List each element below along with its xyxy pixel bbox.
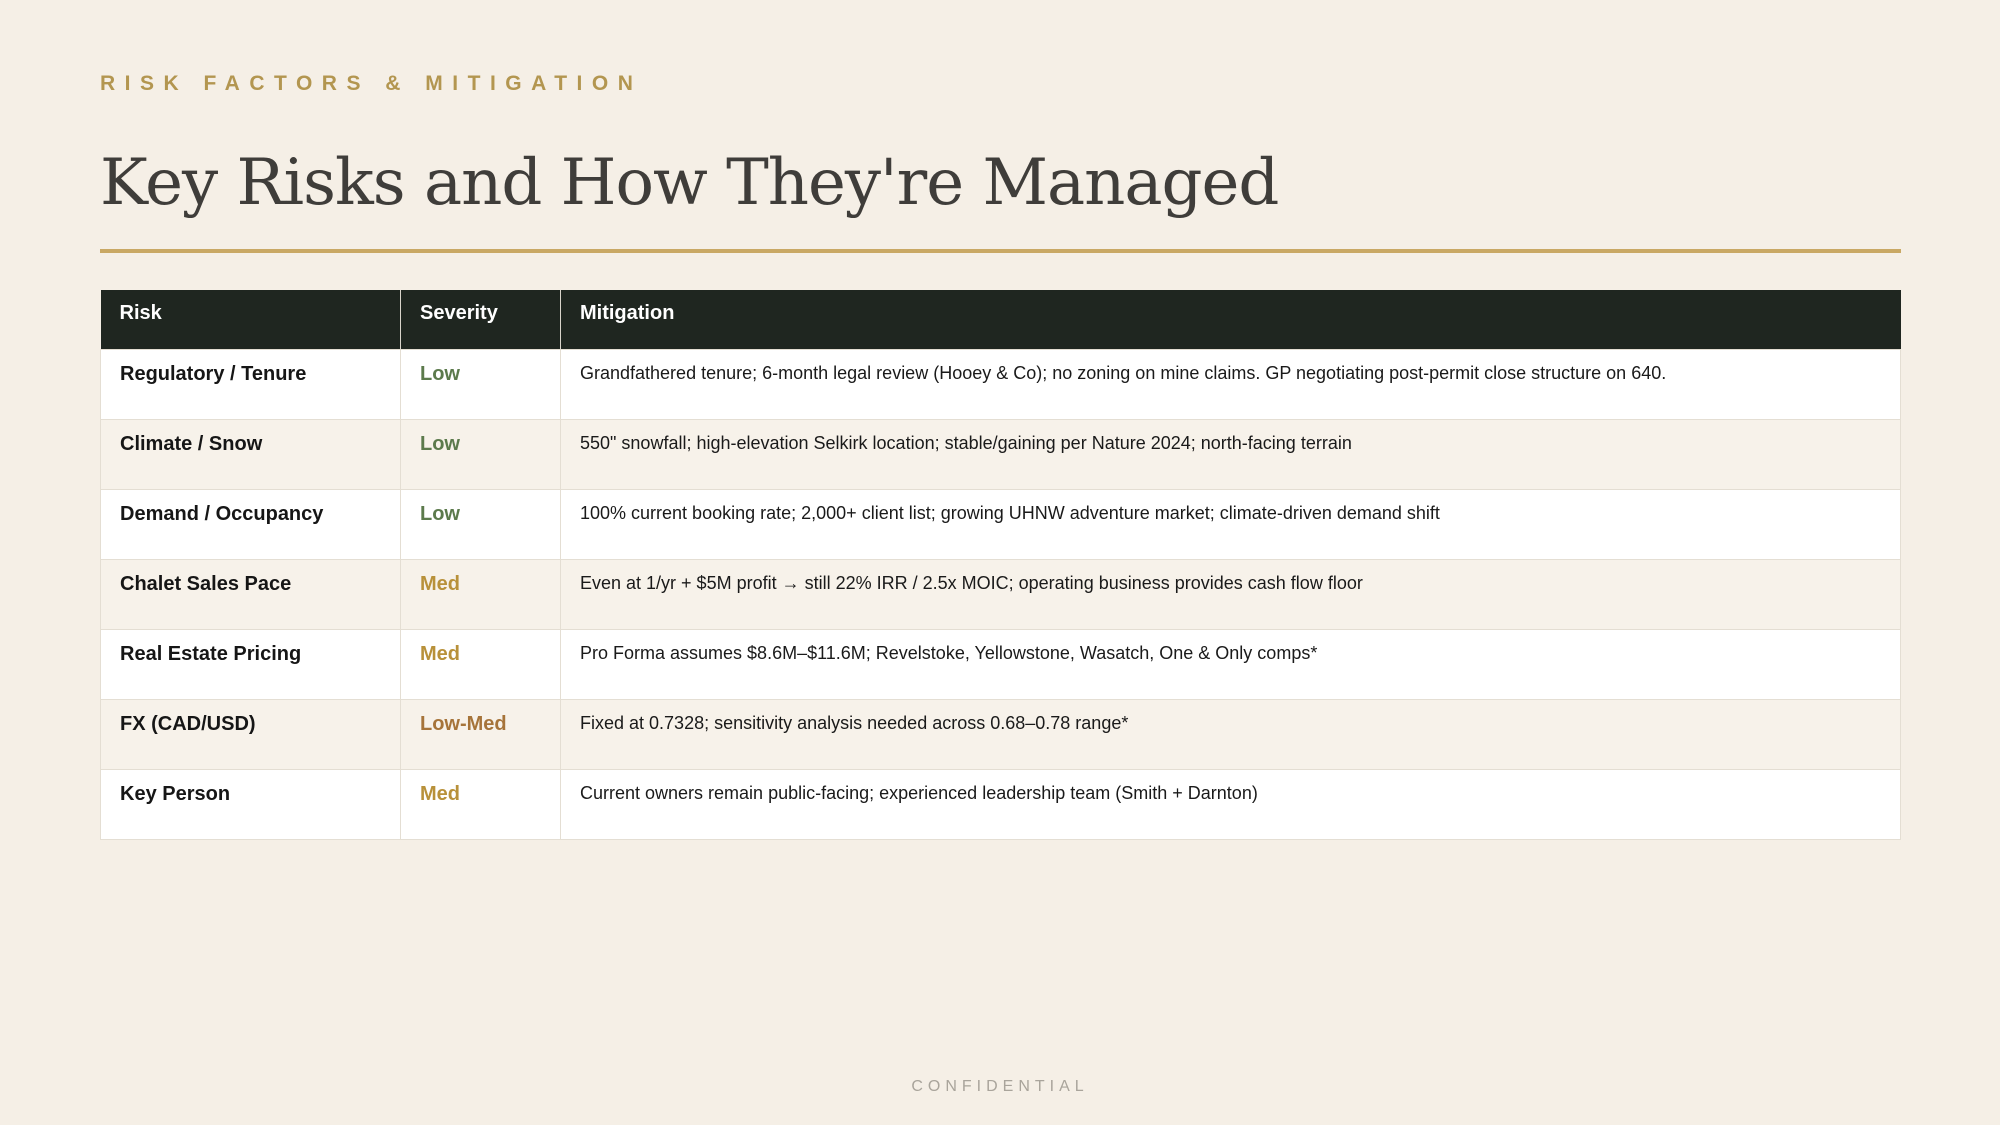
confidential-footer: CONFIDENTIAL: [911, 1078, 1089, 1095]
risk-cell: Real Estate Pricing: [101, 629, 401, 699]
table-row: [101, 489, 1901, 559]
table-row: [101, 629, 1901, 699]
risk-cell: Key Person: [101, 769, 401, 839]
severity-cell: Med: [401, 559, 561, 629]
mitigation-cell: Fixed at 0.7328; sensitivity analysis needed across 0.68–0.78 range*: [561, 699, 1901, 769]
mitigation-cell: Grandfathered tenure; 6-month legal review (Hooey & Co); no zoning on mine claims. GP negotiating post-permit close structure on 640.: [561, 349, 1901, 419]
severity-cell: Med: [401, 629, 561, 699]
mitigation-cell: Even at 1/yr + $5M profit → still 22% IRR / 2.5x MOIC; operating business provides cash flow floor: [561, 559, 1901, 629]
header-risk: Risk: [101, 290, 401, 349]
table-row: [101, 769, 1901, 839]
severity-cell: Low: [401, 489, 561, 559]
header-mitigation: Mitigation: [561, 290, 1901, 349]
section-eyebrow: RISK FACTORS & MITIGATION: [100, 72, 643, 95]
severity-cell: Low-Med: [401, 699, 561, 769]
mitigation-cell: Pro Forma assumes $8.6M–$11.6M; Revelstoke, Yellowstone, Wasatch, One & Only comps*: [561, 629, 1901, 699]
severity-cell: Low: [401, 349, 561, 419]
table-row: [101, 349, 1901, 419]
table-row: [101, 699, 1901, 769]
risk-cell: Demand / Occupancy: [101, 489, 401, 559]
severity-cell: Med: [401, 769, 561, 839]
table-row: [101, 419, 1901, 489]
mitigation-cell: Current owners remain public-facing; experienced leadership team (Smith + Darnton): [561, 769, 1901, 839]
table-row: [101, 559, 1901, 629]
risk-table: [100, 290, 1901, 840]
risk-cell: FX (CAD/USD): [101, 699, 401, 769]
risk-cell: Climate / Snow: [101, 419, 401, 489]
risk-cell: Regulatory / Tenure: [101, 349, 401, 419]
title-divider: [100, 249, 1901, 253]
mitigation-cell: 100% current booking rate; 2,000+ client list; growing UHNW adventure market; climate-driven demand shift: [561, 489, 1901, 559]
table-header-row: [101, 290, 1901, 349]
page-title: Key Risks and How They're Managed: [100, 146, 1279, 220]
header-severity: Severity: [401, 290, 561, 349]
mitigation-cell: 550" snowfall; high-elevation Selkirk location; stable/gaining per Nature 2024; north-facing terrain: [561, 419, 1901, 489]
risk-cell: Chalet Sales Pace: [101, 559, 401, 629]
severity-cell: Low: [401, 419, 561, 489]
